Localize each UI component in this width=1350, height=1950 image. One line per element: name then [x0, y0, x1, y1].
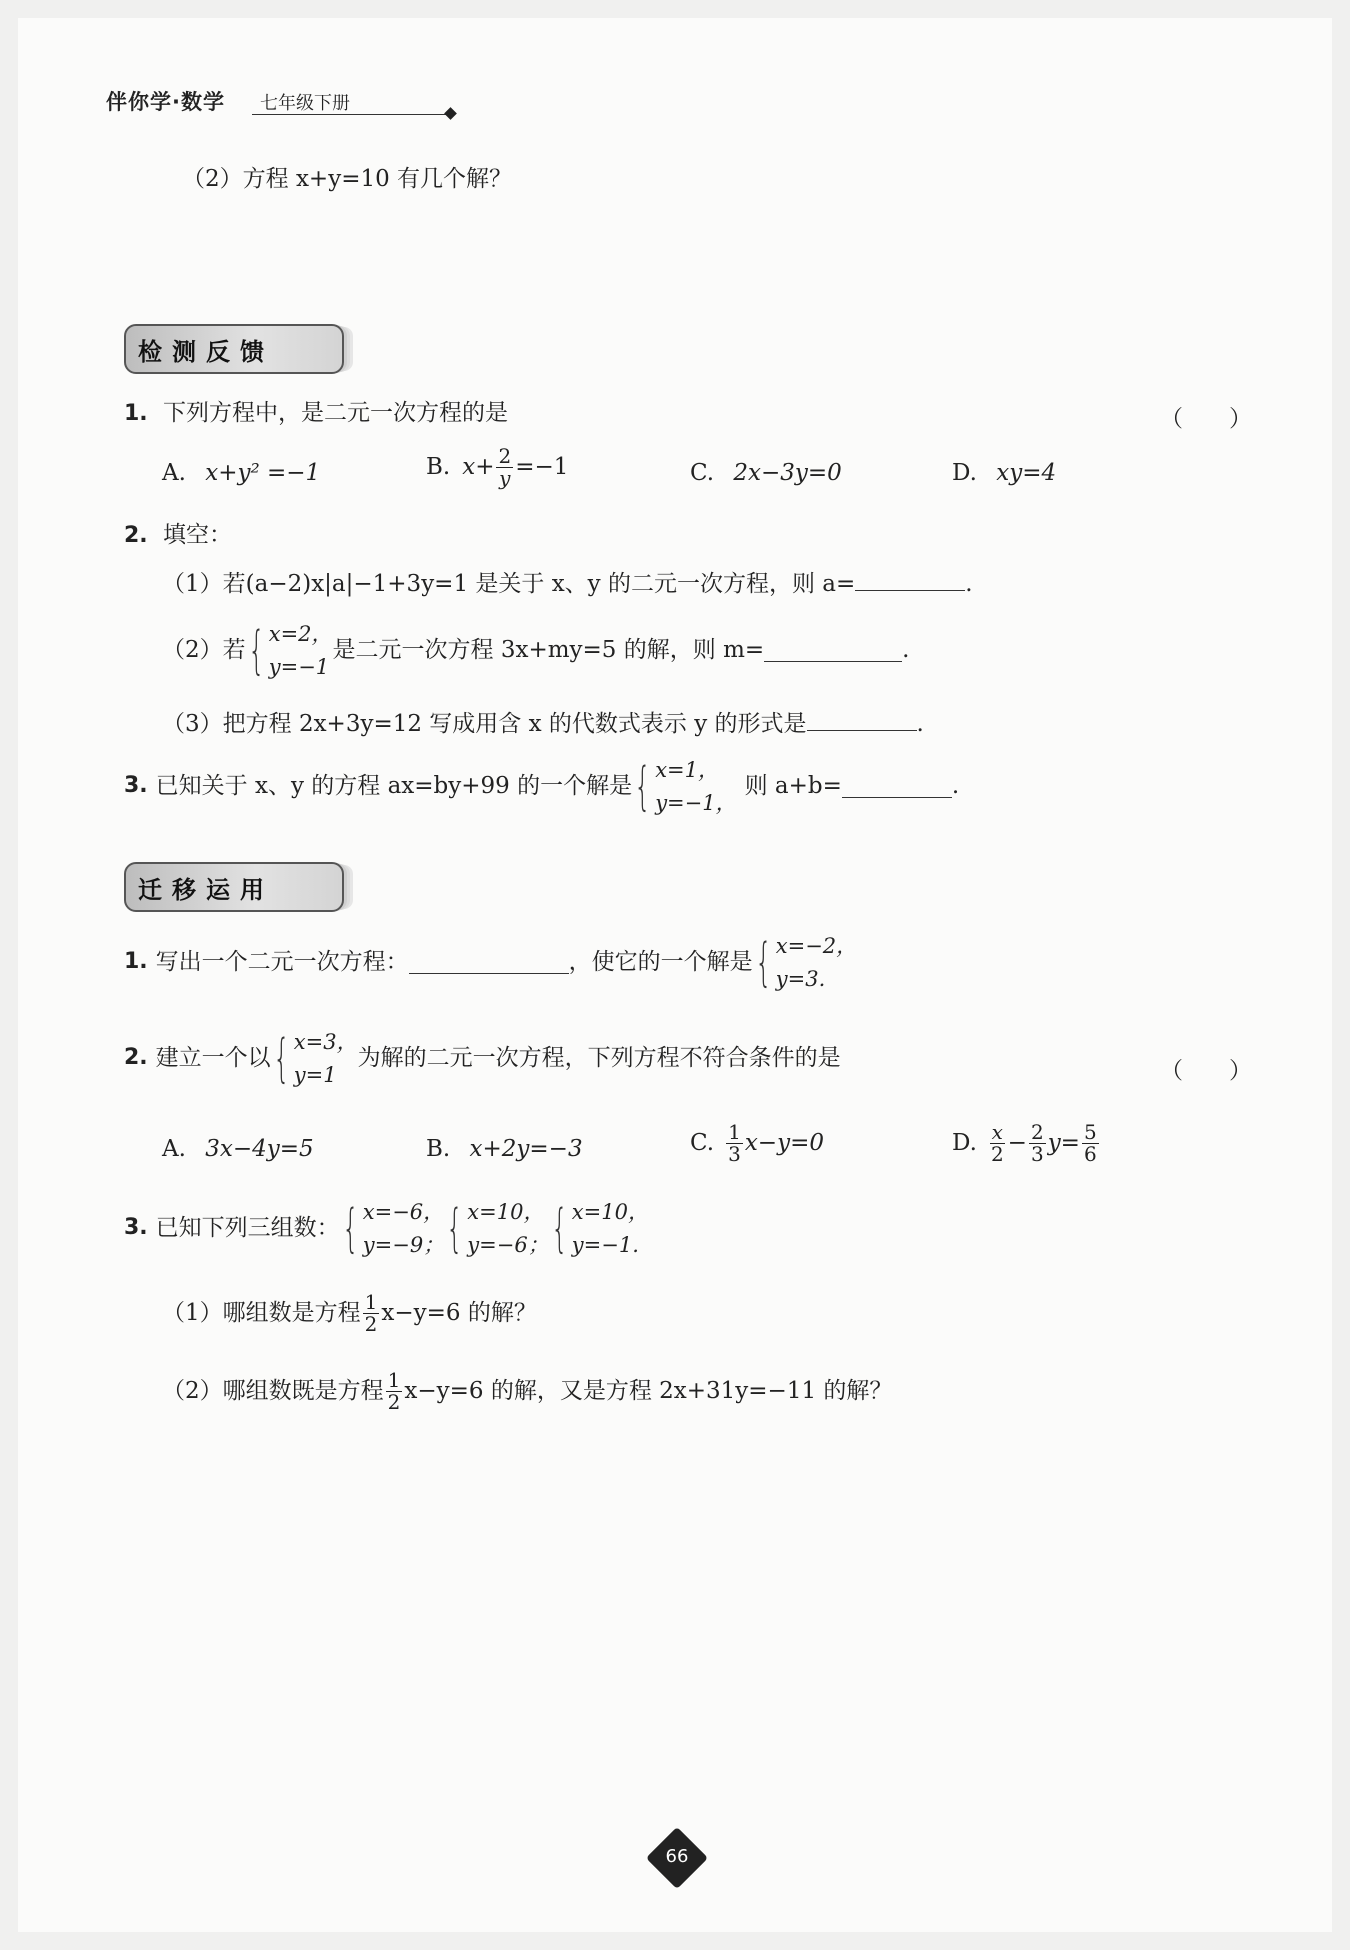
option-label: B. — [426, 1136, 451, 1162]
question-number: 1. — [124, 401, 148, 426]
part-text: （1）哪组数是方程 — [162, 1299, 361, 1326]
system-row: x=−6， — [362, 1200, 445, 1224]
option-b — [426, 1136, 583, 1164]
option-text: x+y² =−1 — [205, 460, 321, 486]
answer-parentheses: （ ） — [1160, 1058, 1252, 1084]
question-number: 2. — [124, 523, 148, 548]
question-text: 则 a+b= — [744, 772, 842, 799]
header-rule — [252, 114, 452, 115]
fraction — [1082, 1122, 1099, 1165]
numerator: 5 — [1083, 1120, 1097, 1144]
system-row: y=−1 — [268, 654, 330, 679]
equation-system — [271, 1026, 358, 1091]
section-header-feedback — [124, 324, 344, 374]
s1-question-1 — [124, 400, 508, 428]
part-text: （3）把方程 2x+3y=12 写成用含 x 的代数式表示 y 的形式是 — [162, 711, 807, 737]
question-number: 3. — [124, 1215, 148, 1241]
fraction — [726, 1122, 743, 1165]
option-d — [952, 1122, 1101, 1165]
denominator: 6 — [1083, 1142, 1097, 1166]
part-text: 是二元一次方程 3x+my=5 的解，则 m= — [332, 636, 765, 663]
brace-icon: { — [634, 756, 651, 817]
section-title: 检测反馈 — [138, 338, 274, 366]
question-number: 2. — [124, 1045, 148, 1071]
s2-question-1 — [124, 930, 857, 995]
s1q2-part-2: （2）若 { x=2， y=−1 是二元一次方程 3x+my=5 的解，则 m= . — [162, 618, 909, 683]
system-row: x=1， — [655, 758, 719, 782]
question-text: 填空： — [162, 522, 232, 548]
top-question — [182, 166, 512, 194]
option-c — [690, 1122, 824, 1165]
answer-blank[interactable] — [807, 708, 917, 731]
page-number: 66 — [665, 1846, 689, 1867]
option-text: 2x−3y=0 — [733, 460, 842, 486]
part-text: （2）哪组数既是方程 — [162, 1377, 384, 1404]
answer-blank[interactable] — [855, 568, 965, 591]
part-text: （1）若(a−2)x|a|−1+3y=1 是关于 x、y 的二元一次方程，则 a= — [162, 571, 856, 597]
denominator: y — [499, 466, 511, 490]
fraction — [989, 1122, 1006, 1165]
question-number: 1. — [124, 949, 148, 975]
section-header-application — [124, 862, 344, 912]
option-label: D. — [952, 460, 977, 486]
answer-blank[interactable] — [764, 639, 902, 662]
question-number: 3. — [124, 773, 148, 799]
s2-question-2 — [124, 1026, 841, 1091]
system-row: y=−6； — [467, 1232, 549, 1257]
grade-label: 七年级下册 — [260, 93, 350, 114]
question-text: 为解的二元一次方程，下列方程不符合条件的是 — [357, 1044, 841, 1071]
fraction — [363, 1292, 380, 1335]
equation-system — [340, 1196, 445, 1261]
brace-icon: { — [341, 1198, 359, 1259]
equation-system — [549, 1196, 649, 1261]
s1-question-3: 3. 已知关于 x、y 的方程 ax=by+99 的一个解是 { x=1， y=−1， 则 a+b= . — [124, 754, 959, 819]
system-row: y=1 — [293, 1062, 337, 1087]
s1q2-part-1: （1）若(a−2)x|a|−1+3y=1 是关于 x、y 的二元一次方程，则 a= . — [162, 568, 973, 599]
option-label: D. — [952, 1129, 977, 1156]
fraction — [496, 446, 513, 489]
book-title: 伴你学·数学 — [106, 90, 225, 114]
option-label: C. — [690, 460, 715, 486]
numerator: 1 — [364, 1290, 378, 1314]
fraction — [1029, 1122, 1046, 1165]
question-text: 建立一个以 — [155, 1044, 271, 1071]
option-text: xy=4 — [996, 460, 1057, 486]
option-text: =−1 — [515, 453, 569, 480]
system-row: x=10， — [571, 1200, 649, 1224]
fraction — [386, 1370, 403, 1413]
system-row: y=−9； — [362, 1232, 445, 1257]
brace-icon: { — [754, 932, 772, 993]
option-text: x+ — [462, 453, 495, 480]
denominator: 3 — [728, 1142, 741, 1166]
option-label: A. — [162, 460, 186, 486]
top-question-label: （2） — [182, 166, 243, 192]
brace-icon: { — [550, 1198, 568, 1259]
question-text: 已知关于 x、y 的方程 ax=by+99 的一个解是 — [155, 772, 633, 799]
equation-system — [444, 1196, 549, 1261]
system-row: x=−2， — [775, 934, 858, 958]
denominator: 2 — [990, 1142, 1004, 1166]
system-row: y=−1， — [655, 790, 737, 815]
option-d — [952, 460, 1056, 488]
answer-parentheses: （ ） — [1160, 406, 1252, 432]
system-row: x=3， — [293, 1030, 358, 1054]
answer-blank[interactable] — [409, 951, 569, 974]
operator: − — [1007, 1129, 1027, 1156]
s2-question-3 — [124, 1196, 649, 1261]
option-b — [426, 446, 568, 489]
option-text: y= — [1047, 1129, 1080, 1156]
option-label: B. — [426, 453, 451, 480]
option-a — [162, 1136, 314, 1164]
s2q3-part-2 — [162, 1370, 892, 1413]
denominator: 2 — [364, 1312, 378, 1336]
question-text: 已知下列三组数： — [155, 1214, 340, 1241]
option-a — [162, 460, 320, 488]
numerator: 1 — [728, 1120, 741, 1144]
numerator: x — [991, 1120, 1003, 1144]
s1-question-2 — [124, 522, 232, 550]
option-text: x−y=0 — [744, 1129, 824, 1156]
option-label: A. — [162, 1136, 186, 1162]
brace-icon: { — [446, 1198, 464, 1259]
part-text: x−y=6 的解？ — [381, 1299, 537, 1326]
part-text: （2）若 — [162, 636, 246, 663]
system-row: y=−1. — [571, 1232, 639, 1257]
brace-icon: { — [272, 1028, 290, 1089]
top-question-text: 方程 x+y=10 有几个解？ — [242, 166, 513, 192]
system-row: x=10， — [467, 1200, 545, 1224]
section-title: 迁移运用 — [138, 876, 274, 904]
question-text: ，使它的一个解是 — [568, 948, 753, 975]
part-text: x−y=6 的解，又是方程 2x+31y=−11 的解？ — [404, 1377, 893, 1404]
denominator: 2 — [387, 1390, 401, 1414]
numerator: 2 — [1030, 1120, 1044, 1144]
answer-blank[interactable] — [842, 775, 952, 798]
system-row: x=2， — [268, 622, 333, 646]
s1q2-part-3: （3）把方程 2x+3y=12 写成用含 x 的代数式表示 y 的形式是 . — [162, 708, 924, 739]
numerator: 1 — [387, 1368, 401, 1392]
question-text: 写出一个二元一次方程： — [155, 948, 409, 975]
option-label: C. — [690, 1129, 715, 1156]
denominator: 3 — [1030, 1142, 1044, 1166]
system-row: y=3. — [775, 966, 826, 991]
equation-system — [246, 618, 333, 683]
s2q3-part-1 — [162, 1292, 537, 1335]
numerator: 2 — [498, 444, 512, 468]
equation-system — [632, 754, 737, 819]
option-text: 3x−4y=5 — [205, 1136, 314, 1162]
equation-system — [753, 930, 858, 995]
option-text: x+2y=−3 — [469, 1136, 583, 1162]
question-text: 下列方程中，是二元一次方程的是 — [162, 400, 508, 426]
option-c — [690, 460, 842, 488]
brace-icon: { — [247, 620, 265, 681]
